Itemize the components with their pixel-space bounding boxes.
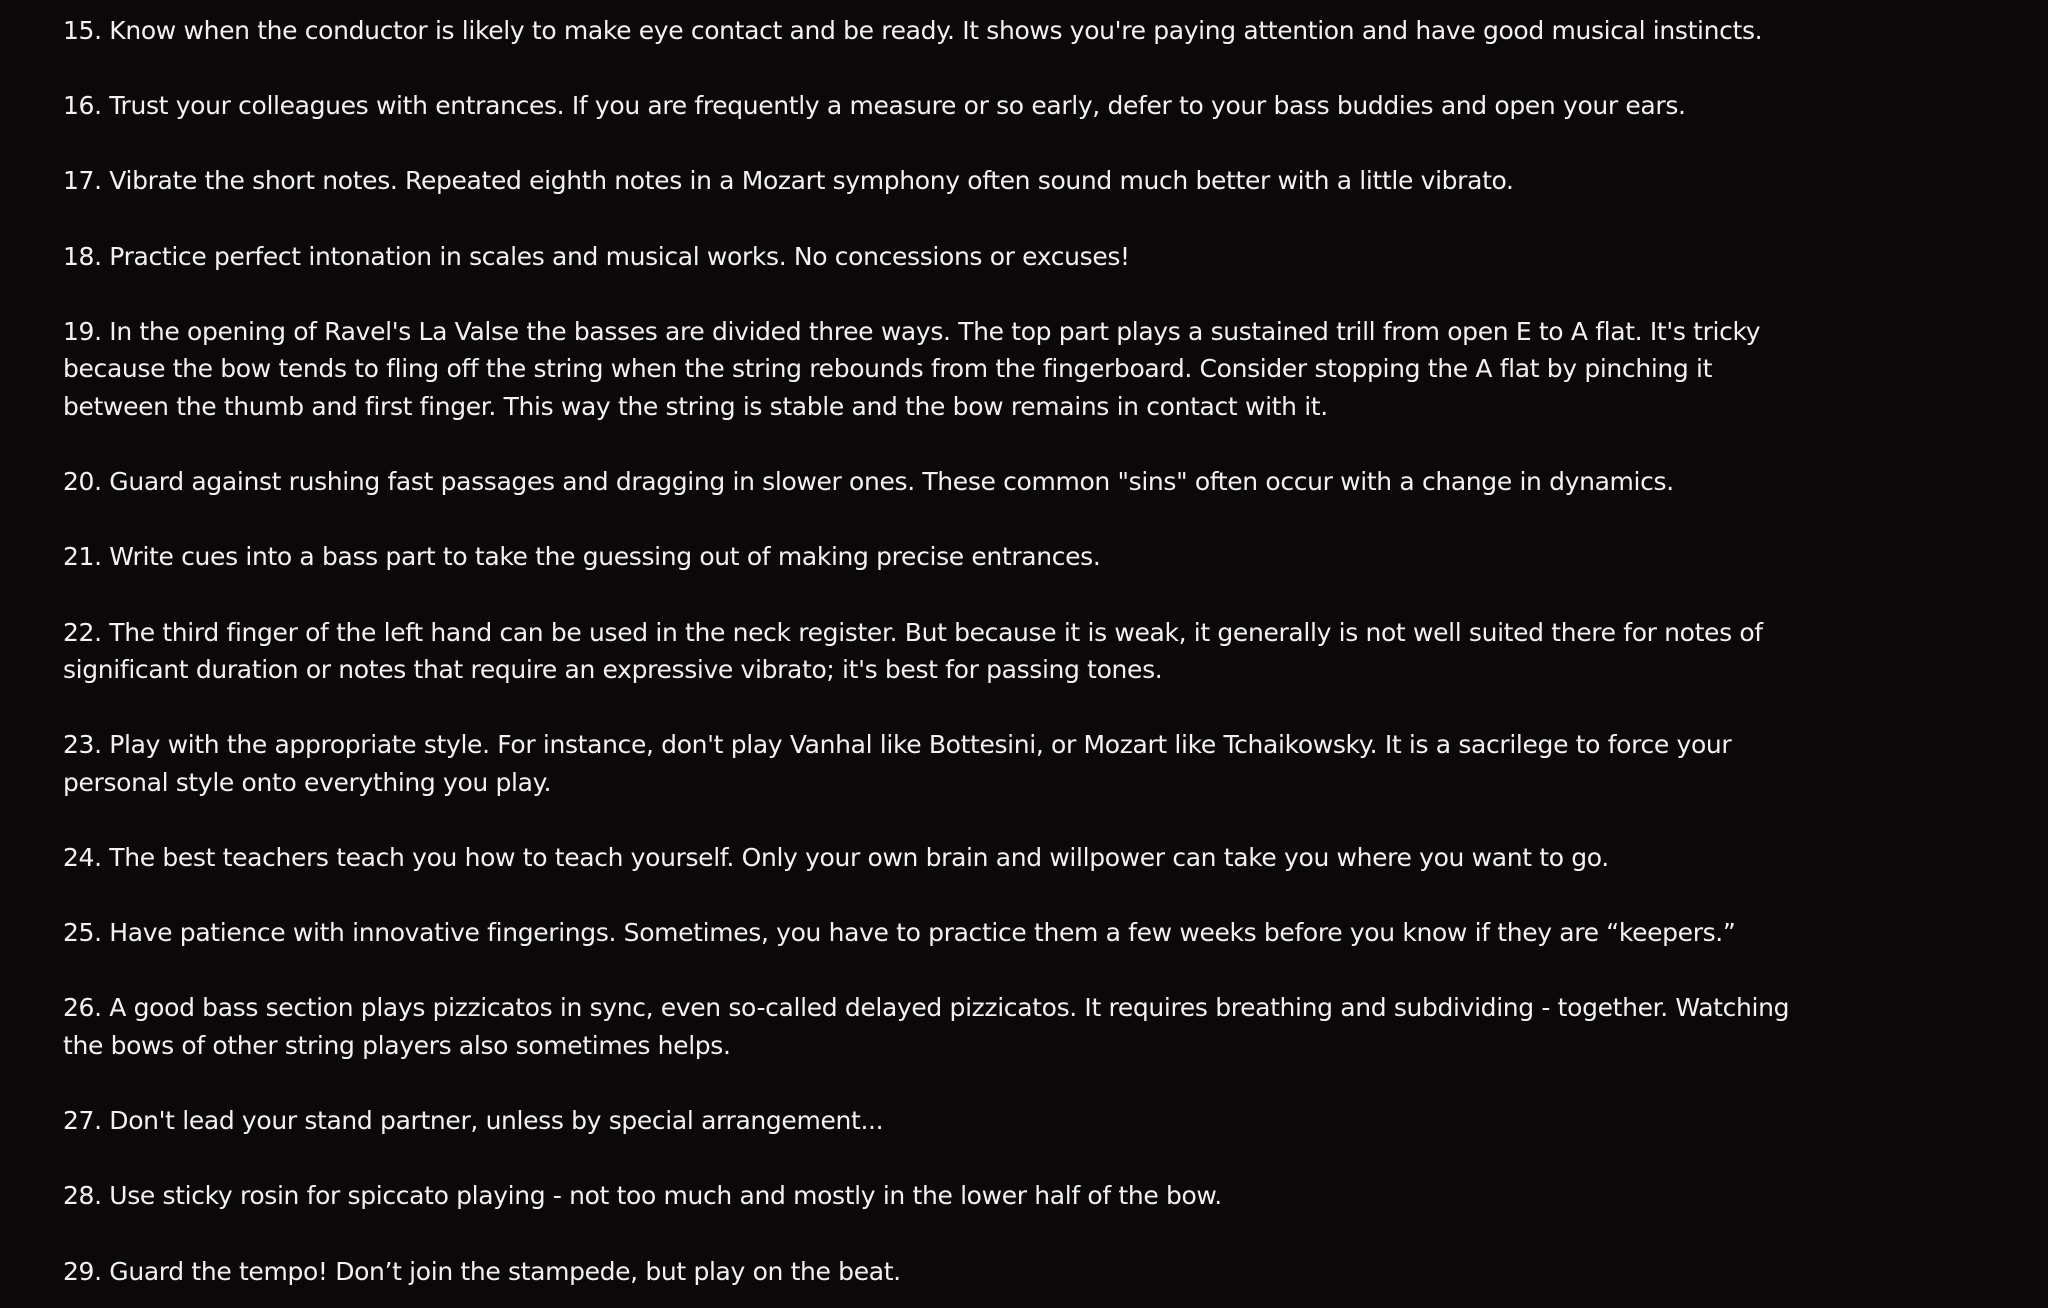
tip-17: 17. Vibrate the short notes. Repeated eighth notes in a Mozart symphony often sound much better with a little vibrato. bbox=[63, 166, 1514, 196]
tip-20: 20. Guard against rushing fast passages and dragging in slower ones. These common "sins" often occur with a change in dynamics. bbox=[63, 467, 1674, 497]
tip-16: 16. Trust your colleagues with entrances. If you are frequently a measure or so early, defer to your bass buddies and open your ears. bbox=[63, 91, 1686, 121]
tip-26: 26. A good bass section plays pizzicatos in sync, even so-called delayed pizzicatos. It requires breathing and subdividing - together. Watching the bows of other string players also sometimes helps. bbox=[63, 993, 1790, 1061]
tip-15: 15. Know when the conductor is likely to make eye contact and be ready. It shows you're paying attention and have good musical instincts. bbox=[63, 16, 1763, 45]
tip-29: 29. Guard the tempo! Don’t join the stampede, but play on the beat. bbox=[63, 1256, 901, 1286]
tips-list bbox=[63, 12, 1823, 1290]
tip-25: 25. Have patience with innovative fingerings. Sometimes, you have to practice them a few weeks before you know if they are “keepers.” bbox=[63, 918, 1736, 948]
tip-22: 22. The third finger of the left hand can be used in the neck register. But because it is weak, it generally is not well suited there for notes of significant duration or notes that require an expressive vibrato; it's best for passing tones. bbox=[63, 617, 1763, 685]
tip-19: 19. In the opening of Ravel's La Valse the basses are divided three ways. The top part plays a sustained trill from open E to A flat. It's tricky because the bow tends to fling off the string when the string rebounds from the fingerboard. Consider stopping the A flat by pinching it between the thumb and first finger. This way the string is stable and the bow remains in contact with it. bbox=[63, 316, 1761, 421]
tip-23: 23. Play with the appropriate style. For instance, don't play Vanhal like Bottesini, or Mozart like Tchaikowsky. It is a sacrilege to force your personal style onto everything you play. bbox=[63, 730, 1732, 797]
tip-21: 21. Write cues into a bass part to take the guessing out of making precise entrances. bbox=[63, 542, 1101, 572]
tip-24: 24. The best teachers teach you how to teach yourself. Only your own brain and willpower can take you where you want to go. bbox=[63, 843, 1609, 873]
tip-27: 27. Don't lead your stand partner, unless by special arrangement... bbox=[63, 1106, 884, 1136]
tip-18: 18. Practice perfect intonation in scales and musical works. No concessions or excuses! bbox=[63, 241, 1130, 271]
tip-28: 28. Use sticky rosin for spiccato playing - not too much and mostly in the lower half of the bow. bbox=[63, 1181, 1222, 1211]
